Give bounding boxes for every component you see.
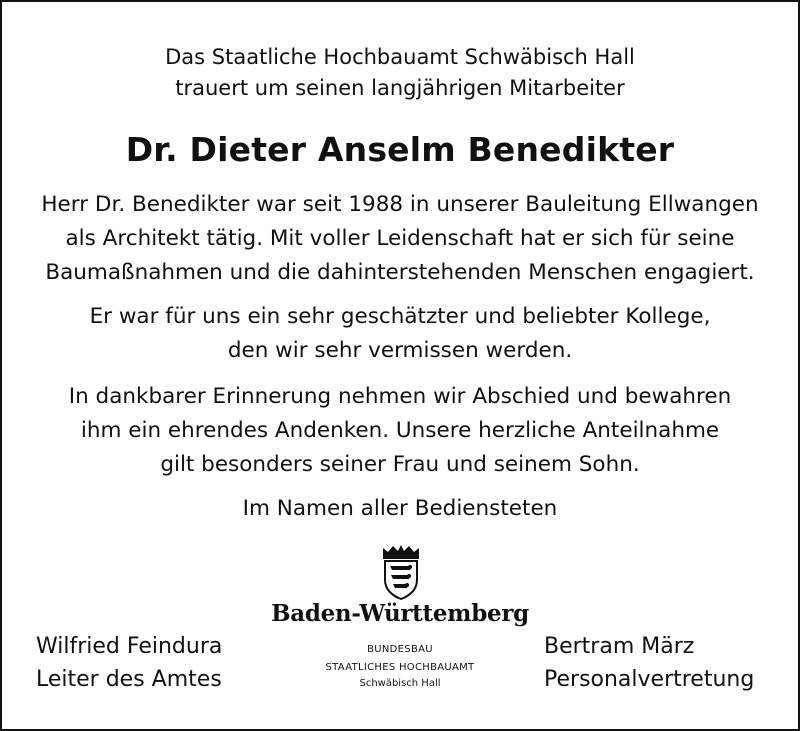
signatory-name: Wilfried Feindura — [36, 634, 223, 659]
signatory-title: Personalvertretung — [544, 667, 755, 692]
signatory-left — [36, 630, 222, 696]
deceased-name: Dr. Dieter Anselm Benedikter — [125, 130, 675, 169]
paragraph-line: Baumaßnahmen und die dahinterstehenden Menschen engagiert. — [45, 260, 755, 285]
signatory-right — [544, 630, 754, 696]
paragraph-line: In dankbarer Erinnerung nehmen wir Abschied und bewahren — [68, 384, 732, 409]
baden-wuerttemberg-coat-of-arms-icon — [377, 544, 425, 600]
logo-wordmark: Baden-Württemberg — [271, 600, 529, 627]
paragraph-line: gilt besonders seiner Frau und seinem Sohn. — [160, 452, 640, 477]
paragraph-line: den wir sehr vermissen werden. — [227, 338, 573, 363]
paragraph-line: Herr Dr. Benedikter war seit 1988 in unserer Bauleitung Ellwangen — [41, 192, 759, 217]
header-line-1: Das Staatliche Hochbauamt Schwäbisch Hall — [165, 45, 635, 69]
agency-line: Schwäbisch Hall — [359, 678, 441, 689]
paragraph-remembrance — [2, 380, 798, 482]
paragraph-line: Er war für uns ein sehr geschätzter und beliebter Kollege, — [89, 304, 711, 329]
header-line-2: trauert um seinen langjährigen Mitarbeiter — [175, 76, 625, 100]
closing-line: Im Namen aller Bediensteten — [242, 496, 558, 521]
paragraph-tenure — [2, 188, 798, 290]
agency-line: BUNDESBAU — [367, 644, 433, 655]
header — [2, 42, 798, 104]
paragraph-colleague — [2, 300, 798, 368]
signatory-title: Leiter des Amtes — [36, 667, 222, 692]
paragraph-line: ihm ein ehrendes Andenken. Unsere herzliche Anteilnahme — [80, 418, 720, 443]
agency-line: STAATLICHES HOCHBAUAMT — [325, 662, 475, 673]
signatory-name: Bertram März — [544, 634, 695, 659]
paragraph-line: als Architekt tätig. Mit voller Leidenschaft hat er sich für seine — [65, 226, 735, 251]
